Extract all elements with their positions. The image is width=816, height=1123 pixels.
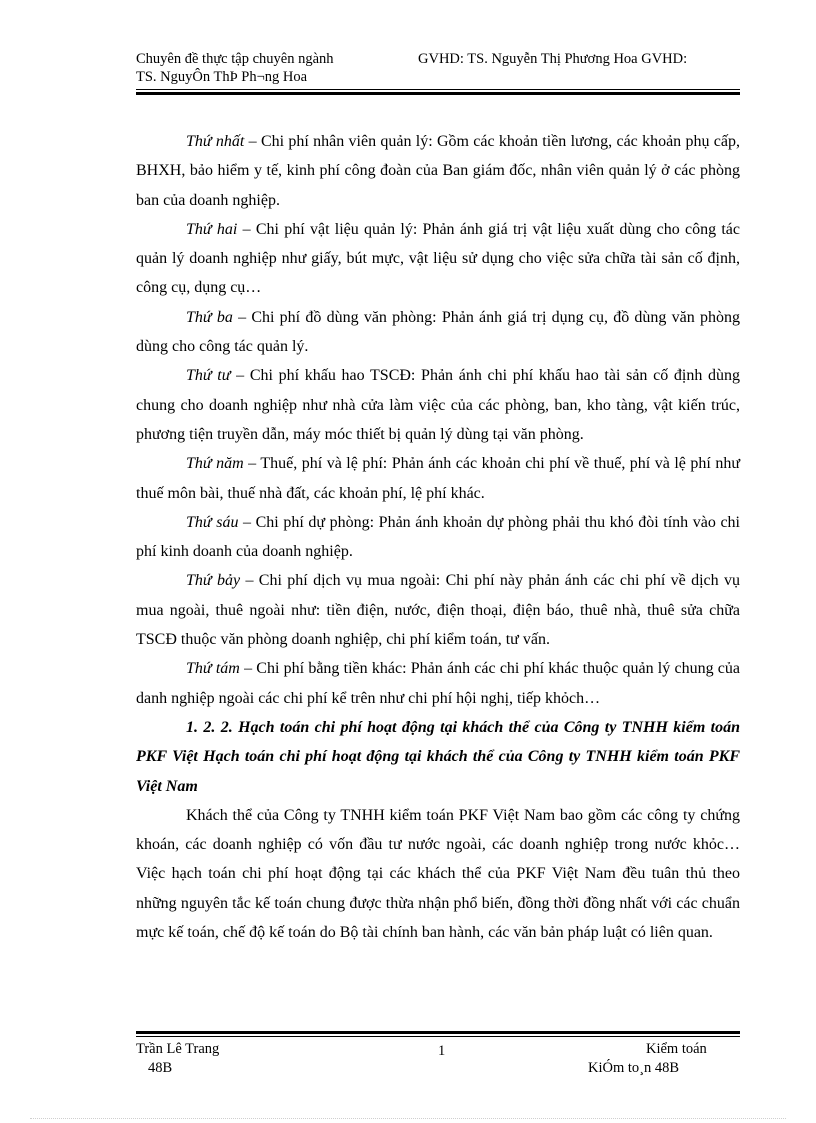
paragraph-lead: Thứ tám [186, 660, 240, 678]
paragraph-final [136, 801, 740, 947]
footer-department: Kiểm toán [646, 1041, 707, 1057]
paragraph-text: – Chi phí dự phòng: Phản ánh khoản dự phòng phải thu khó đòi tính vào chi phí kinh doanh của doanh nghiệp. [136, 513, 741, 561]
paragraph-text: – Chi phí khấu hao TSCĐ: Phản ánh chi phí khấu hao tài sản cố định dùng chung cho doanh nghiệp như nhà cửa làm việc của các phòng, ban, kho tàng, vật kiến trúc, phương tiện truyền dẫn, máy móc thiết bị quản lý dùng tại văn phòng. [136, 367, 741, 443]
paragraph-text: Khách thể của Công ty TNHH kiểm toán PKF Việt Nam bao gồm các công ty chứng khoán, các doanh nghiệp có vốn đầu tư nước ngoài, các doanh nghiệp trong nước khỏc… Việc hạch toán chi phí hoạt động tại các khách thể của PKF Việt Nam đều tuân thủ theo những nguyên tắc kế toán chung được thừa nhận phổ biến, đồng thời đồng nhất với các chuẩn mực kế toán, chế độ kế toán do Bộ tài chính ban hành, các văn bản pháp luật có liên quan. [136, 806, 740, 942]
paragraph-cost-2 [136, 215, 740, 303]
paragraph-text: – Chi phí vật liệu quản lý: Phản ánh giá trị vật liệu xuất dùng cho công tác quản lý doanh nghiệp như giấy, bút mực, vật liệu sử dụng cho việc sửa chữa tài sản cố định, công cụ, dụng cụ… [136, 220, 740, 297]
paragraph-text: – Thuế, phí và lệ phí: Phản ánh các khoản chi phí về thuế, phí và lệ phí như thuế môn bài, thuế nhà đất, các khoản phí, lệ phí khác. [136, 455, 740, 502]
paragraph-text: – Chi phí dịch vụ mua ngoài: Chi phí này phản ánh các chi phí về dịch vụ mua ngoài, thuê ngoài như: tiền điện, nước, điện thoại, điện báo, thuê nhà, thuê sửa chữa TSCĐ thuộc văn phòng doanh nghiệp, chi phí kiểm toán, tư vấn. [136, 572, 740, 649]
document-body [136, 127, 740, 947]
paragraph-cost-5 [136, 449, 740, 508]
paragraph-cost-4 [136, 361, 740, 449]
paragraph-lead: Thứ nhất [186, 133, 245, 150]
paragraph-lead: Thứ sáu [186, 513, 239, 531]
footer-rule-thin [136, 1036, 740, 1037]
header-rule-thin [136, 89, 740, 90]
footer-rule-thick [136, 1031, 740, 1034]
paragraph-cost-7 [136, 566, 740, 654]
page-boundary-dotted [30, 1118, 786, 1119]
paragraph-text: – Chi phí đồ dùng văn phòng: Phản ánh giá trị dụng cụ, đồ dùng văn phòng dùng cho công tác quản lý. [136, 308, 740, 356]
header-supervisor-garbled: TS. NguyÔn ThÞ Ph¬ng Hoa [136, 69, 308, 85]
paragraph-lead: Thứ tư [186, 367, 231, 385]
footer-department-garbled: KiÓm to¸n 48B [588, 1060, 680, 1076]
paragraph-cost-8 [136, 654, 740, 713]
page-number: 1 [438, 1043, 446, 1059]
paragraph-text: – Chi phí bằng tiền khác: Phản ánh các chi phí khác thuộc quản lý chung của danh nghiệp ngoài các chi phí kể trên như chi phí hội nghị, tiếp khỏch… [136, 660, 741, 707]
footer-class: 48B [148, 1060, 173, 1076]
header-rule-thick [136, 92, 740, 95]
section-heading [136, 713, 740, 801]
paragraph-lead: Thứ ba [186, 308, 233, 326]
paragraph-lead: Thứ hai [186, 220, 238, 238]
paragraph-text: – Chi phí nhân viên quản lý: Gồm các khoản tiền lương, các khoản phụ cấp, BHXH, bảo hiểm y tế, kinh phí công đoàn của Ban giám đốc, nhân viên quản lý ở các phòng ban của doanh nghiệp. [136, 133, 740, 209]
header-course-title: Chuyên đề thực tập chuyên ngành [136, 51, 334, 67]
footer-author: Trần Lê Trang [136, 1041, 220, 1057]
paragraph-lead: Thứ bảy [186, 572, 241, 590]
header-supervisor: GVHD: TS. Nguyễn Thị Phương Hoa GVHD: [418, 51, 688, 67]
section-heading-text: 1. 2. 2. Hạch toán chi phí hoạt động tại khách thể của Công ty TNHH kiểm toán PKF Việt Hạch toán chi phí hoạt động tại khách thể của Công ty TNHH kiểm toán PKF Việt Nam [136, 718, 740, 795]
paragraph-cost-3 [136, 303, 740, 362]
paragraph-lead: Thứ năm [186, 455, 244, 473]
paragraph-cost-6 [136, 508, 740, 567]
paragraph-cost-1 [136, 127, 740, 215]
